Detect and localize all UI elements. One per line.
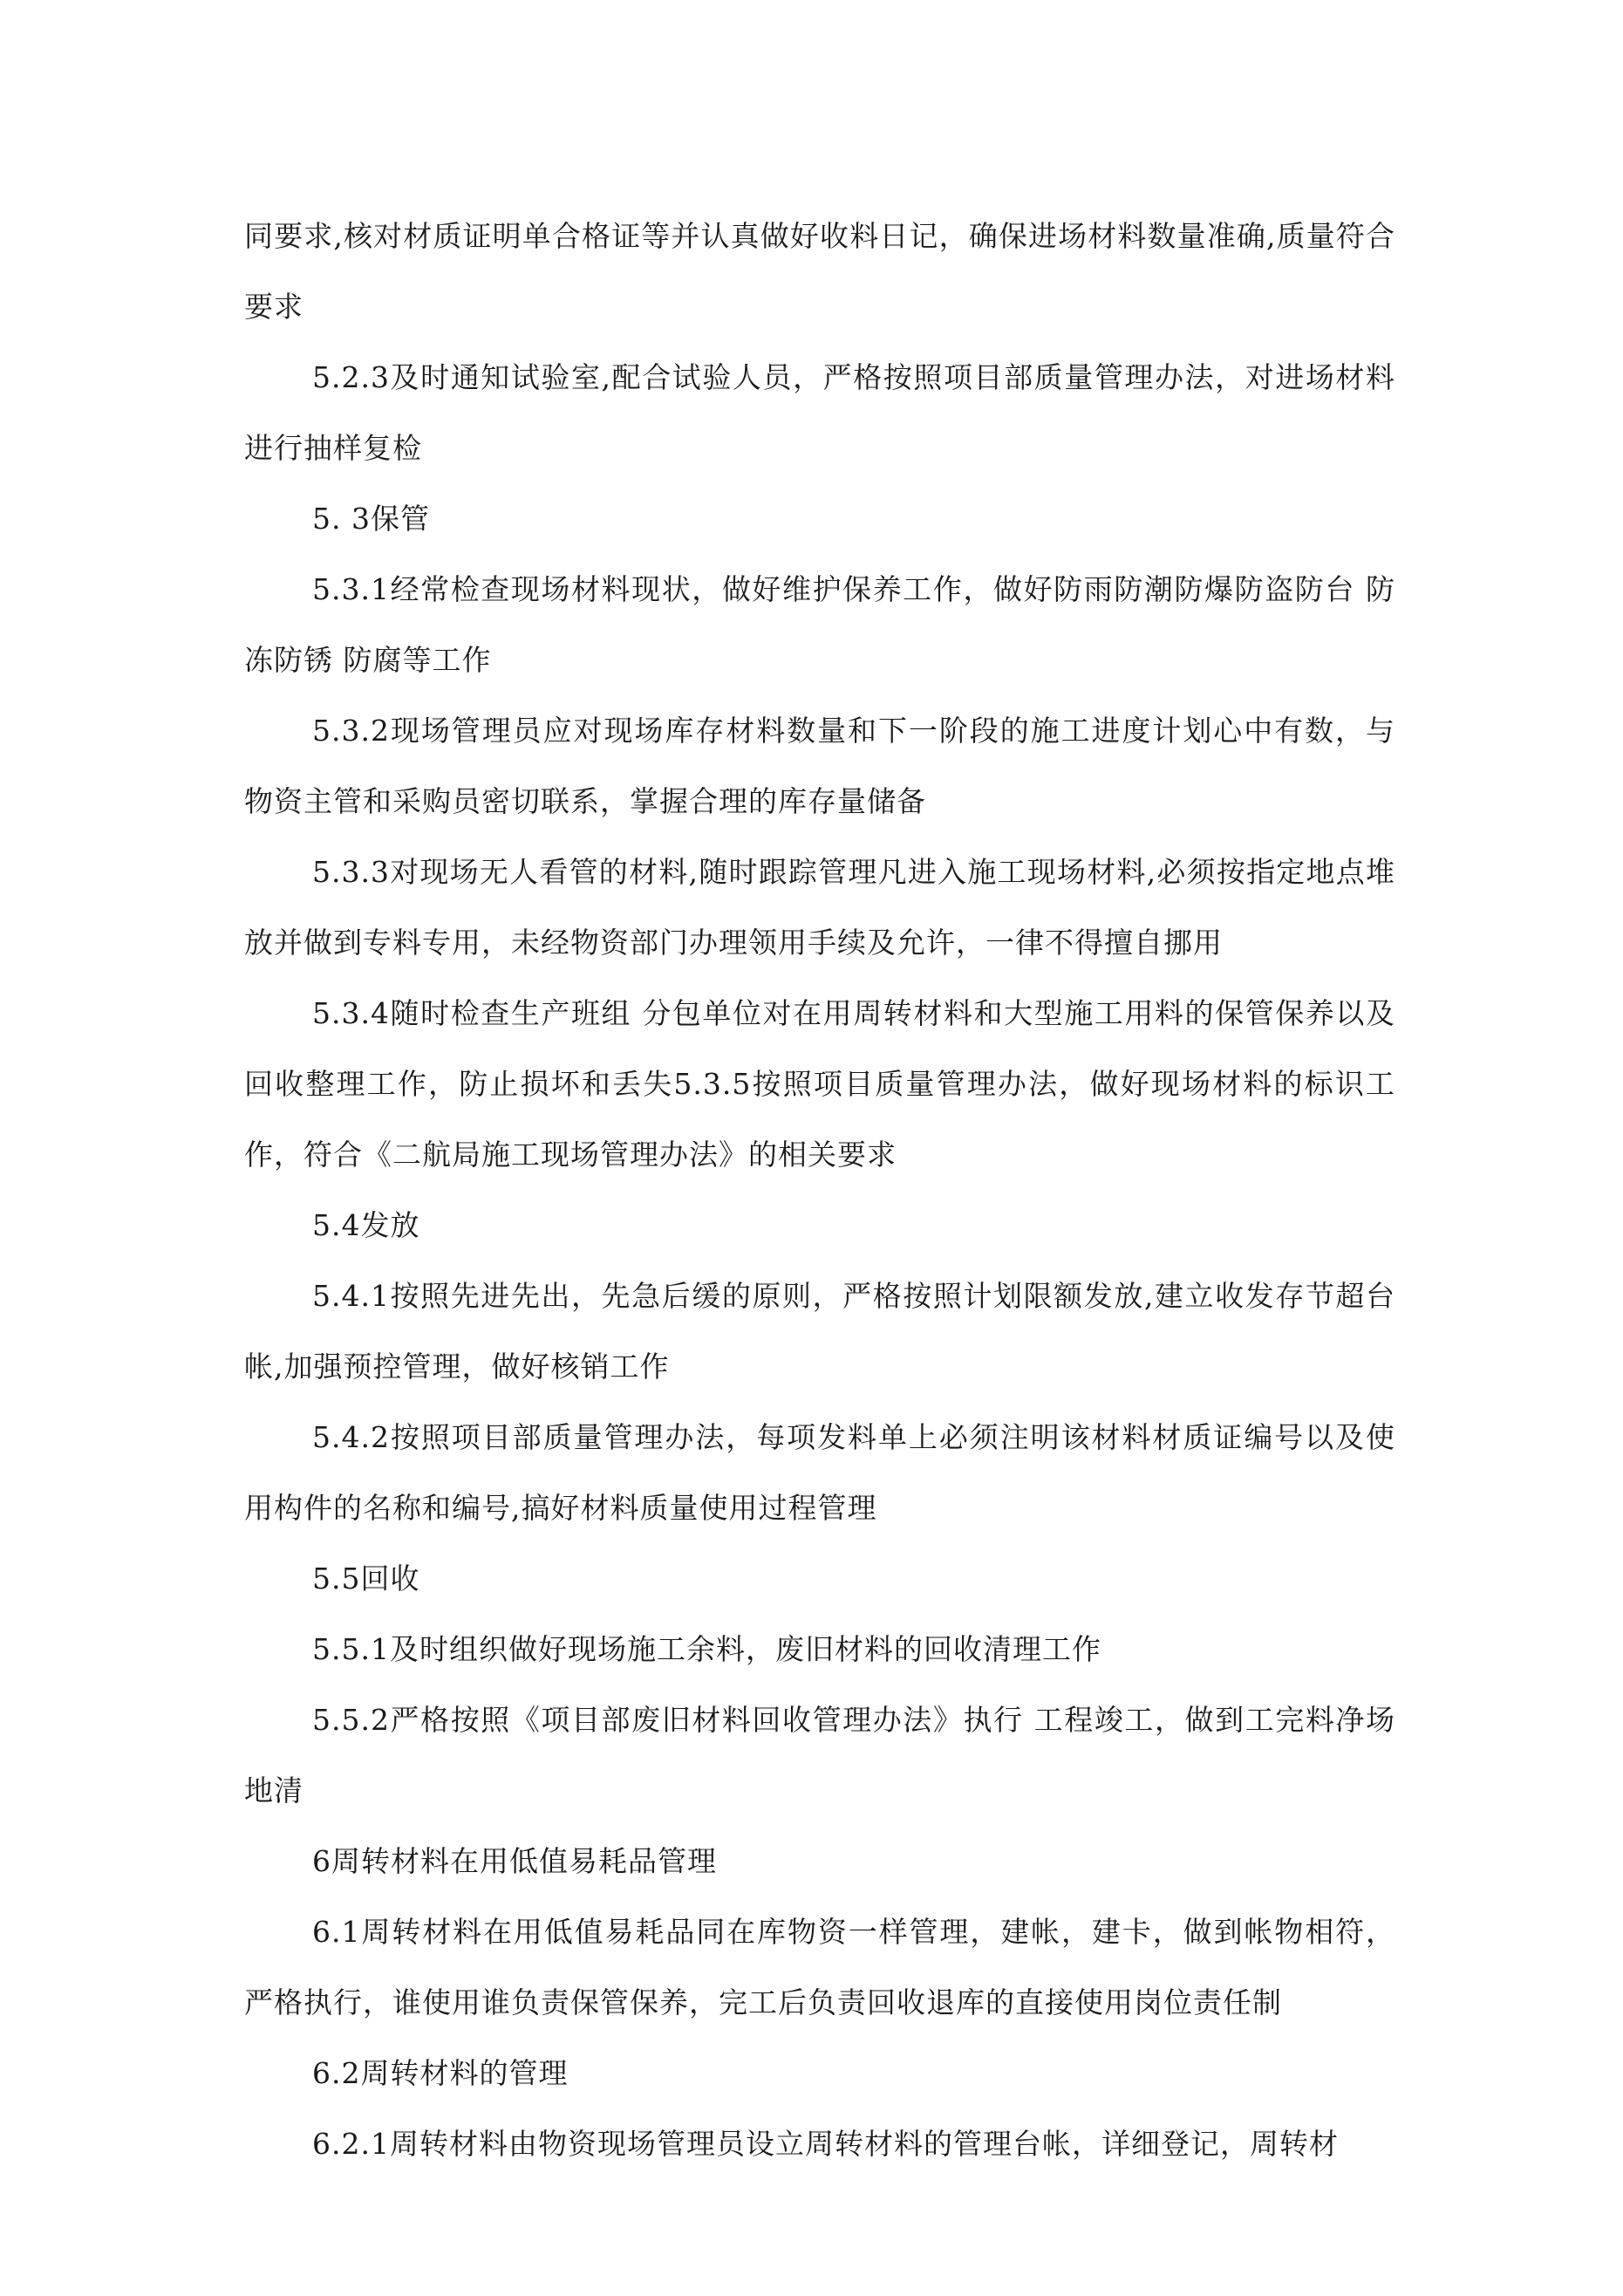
- document-body: [244, 201, 1395, 2179]
- paragraph-5-5-2: 5.5.2严格按照《项目部废旧材料回收管理办法》执行 工程竣工，做到工完料净场地清: [244, 1703, 1395, 1807]
- heading-6-2-turnover-management: 6.2周转材料的管理: [312, 2056, 569, 2090]
- paragraph-5-4-1: 5.4.1按照先进先出，先急后缓的原则，严格按照计划限额发放,建立收发存节超台帐,加强预控管理，做好核销工作: [244, 1279, 1395, 1384]
- paragraph-5-5-1: 5.5.1及时组织做好现场施工余料，废旧材料的回收清理工作: [312, 1632, 1101, 1666]
- paragraph-5-3-3: 5.3.3对现场无人看管的材料,随时跟踪管理凡进入施工现场材料,必须按指定地点堆放并做到专料专用，未经物资部门办理领用手续及允许，一律不得擅自挪用: [244, 855, 1395, 960]
- paragraph-quality-requirements: 同要求,核对材质证明单合格证等并认真做好收料日记，确保进场材料数量准确,质量符合要求: [244, 219, 1395, 324]
- paragraph-6-1: 6.1周转材料在用低值易耗品同在库物资一样管理，建帐，建卡，做到帐物相符，严格执行，谁使用谁负责保管保养，完工后负责回收退库的直接使用岗位责任制: [244, 1915, 1395, 2019]
- paragraph-5-3-1: 5.3.1经常检查现场材料现状，做好维护保养工作，做好防雨防潮防爆防盗防台 防冻防锈 防腐等工作: [244, 572, 1395, 677]
- heading-5-3-storage: 5. 3保管: [312, 502, 430, 536]
- paragraph-5-3-2: 5.3.2现场管理员应对现场库存材料数量和下一阶段的施工进度计划心中有数，与物资主管和采购员密切联系，掌握合理的库存量储备: [244, 714, 1395, 818]
- heading-5-4-issuance: 5.4发放: [312, 1208, 420, 1242]
- paragraph-5-3-4: 5.3.4随时检查生产班组 分包单位对在用周转材料和大型施工用料的保管保养以及回收整理工作，防止损坏和丢失5.3.5按照项目质量管理办法，做好现场材料的标识工作，符合《二航局施工现场管理办法》的相关要求: [244, 996, 1395, 1172]
- paragraph-5-4-2: 5.4.2按照项目部质量管理办法，每项发料单上必须注明该材料材质证编号以及使用构件的名称和编号,搞好材料质量使用过程管理: [244, 1420, 1395, 1525]
- heading-5-5-recovery: 5.5回收: [312, 1561, 420, 1596]
- heading-6-turnover-materials: 6周转材料在用低值易耗品管理: [312, 1844, 717, 1878]
- paragraph-6-2-1: 6.2.1周转材料由物资现场管理员设立周转材料的管理台帐，详细登记，周转材: [312, 2127, 1339, 2161]
- paragraph-5-2-3: 5.2.3及时通知试验室,配合试验人员，严格按照项目部质量管理办法，对进场材料进行抽样复检: [244, 360, 1395, 465]
